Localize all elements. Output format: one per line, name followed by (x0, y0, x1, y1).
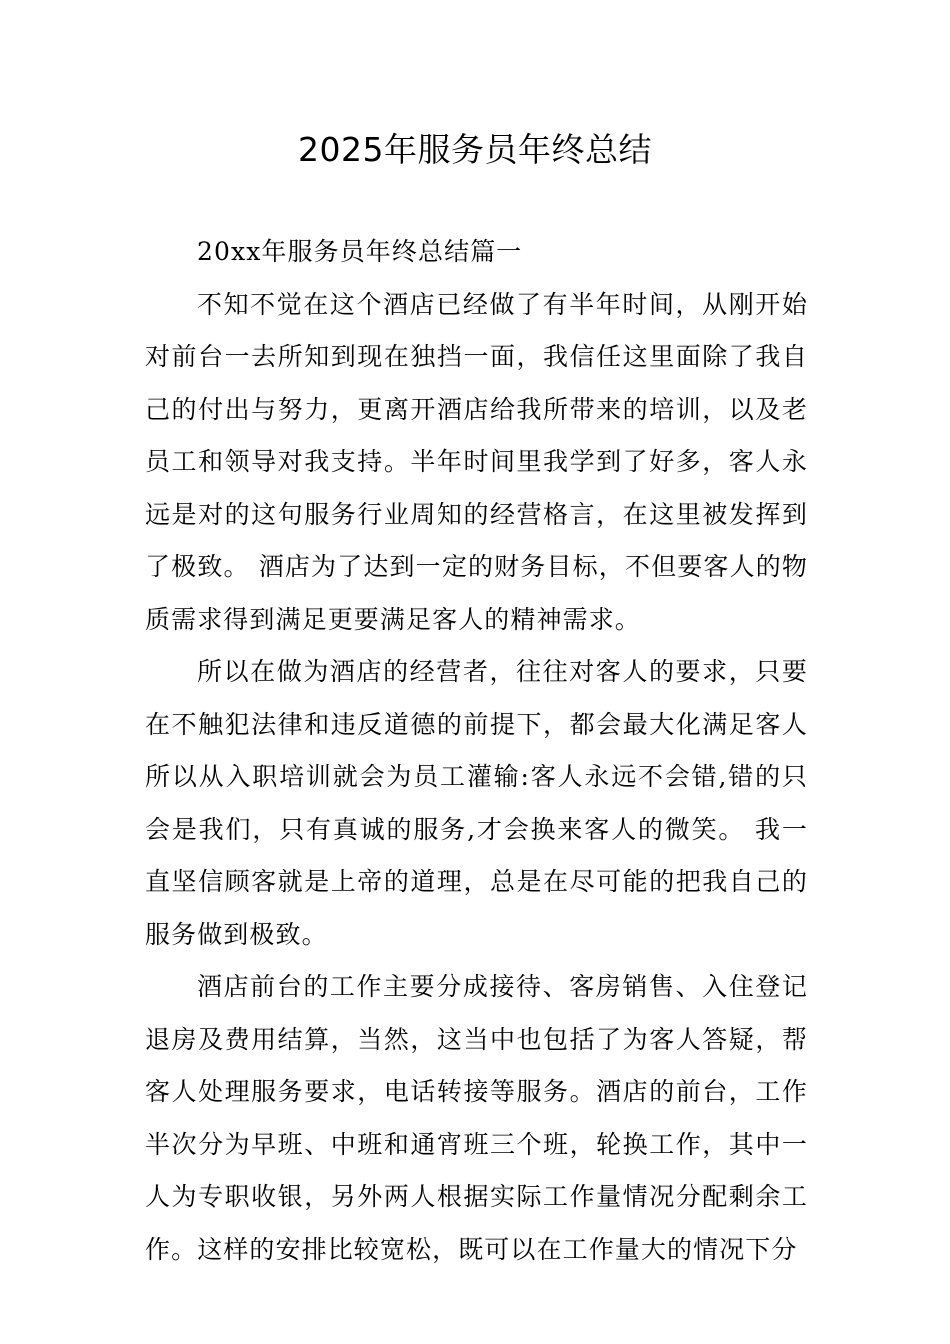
paragraph: 酒店前台的工作主要分成接待、客房销售、入住登记退房及费用结算，当然，这当中也包括了为客人答疑，帮客人处理服务要求，电话转接等服务。酒店的前台，工作半次分为早班、中班和通宵班三个班，轮换工作，其中一人为专职收银，另外两人根据实际工作量情况分配剩余工作。这样的安排比较宽松，既可以在工作量大的情况下分 (145, 972, 808, 1264)
section-heading: 20xx年服务员年终总结篇一 (197, 237, 523, 266)
paragraph: 所以在做为酒店的经营者，往往对客人的要求，只要在不触犯法律和违反道德的前提下，都会最大化满足客人所以从入职培训就会为员工灌输:客人永远不会错,错的只会是我们，只有真诚的服务,才会换来客人的微笑。 我一直坚信顾客就是上帝的道理，总是在尽可能的把我自己的服务做到极致。 (145, 657, 808, 949)
document-body (145, 226, 808, 1276)
document-title: 2025年服务员年终总结 (298, 130, 652, 169)
paragraph: 不知不觉在这个酒店已经做了有半年时间，从刚开始对前台一去所知到现在独挡一面，我信任这里面除了我自己的付出与努力，更离开酒店给我所带来的培训，以及老员工和领导对我支持。半年时间里我学到了好多，客人永远是对的这句服务行业周知的经营格言，在这里被发挥到了极致。 酒店为了达到一定的财务目标，不但要客人的物质需求得到满足更要满足客人的精神需求。 (145, 289, 808, 634)
